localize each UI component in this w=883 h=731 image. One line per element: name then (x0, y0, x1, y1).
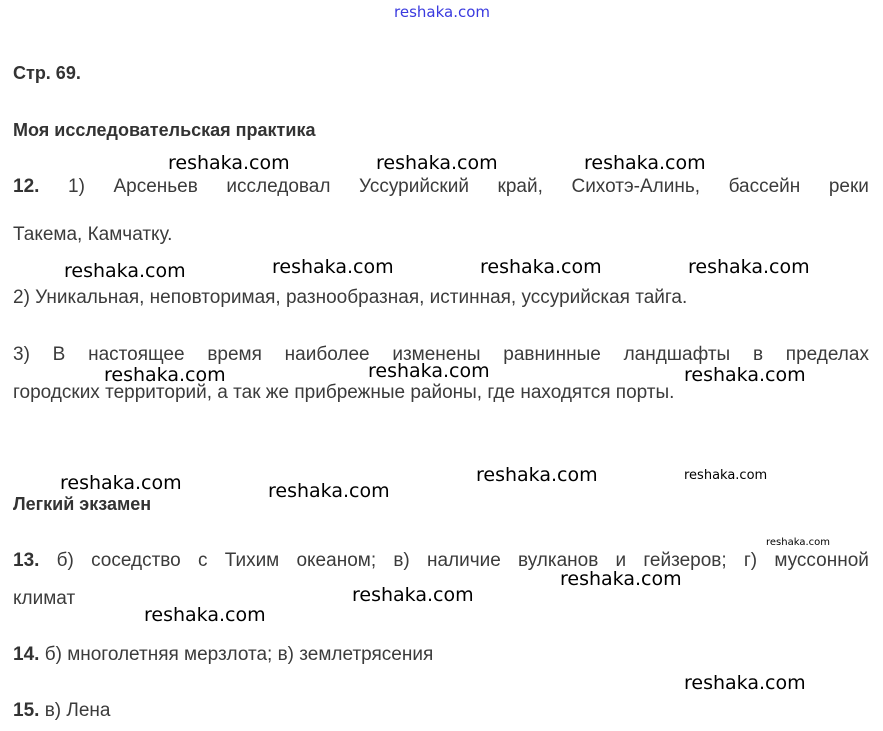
page-label: Стр. 69. (13, 63, 81, 83)
q12-para3-line1: 3) В настоящее время наиболее изменены равнинные ландшафты в пределах (13, 344, 869, 365)
watermark: reshaka.com (272, 256, 394, 278)
watermark: reshaka.com (684, 364, 806, 386)
q12-para2: 2) Уникальная, неповторимая, разнообразная, истинная, уссурийская тайга. (13, 287, 688, 308)
watermark: reshaka.com (584, 152, 706, 174)
q14-answer: 14. б) многолетняя мерзлота; в) землетрясения (13, 644, 434, 665)
section-title-research: Моя исследовательская практика (13, 120, 316, 140)
watermark: reshaka.com (766, 537, 830, 548)
watermark: reshaka.com (684, 672, 806, 694)
watermark: reshaka.com (268, 480, 390, 502)
watermark: reshaka.com (64, 260, 186, 282)
watermark: reshaka.com (144, 604, 266, 626)
watermark: reshaka.com (684, 468, 768, 483)
watermark: reshaka.com (60, 472, 182, 494)
watermark: reshaka.com (368, 360, 490, 382)
q13-line2: климат (13, 588, 76, 609)
q15-number: 15. (13, 700, 40, 721)
q13-line1: 13. б) соседство с Тихим океаном; в) наличие вулканов и гейзеров; г) муссонной (13, 550, 869, 571)
q12-para1-line1: 12. 1) Арсеньев исследовал Уссурийский край, Сихотэ-Алинь, бассейн реки (13, 176, 869, 197)
watermark: reshaka.com (560, 568, 682, 590)
q13-number: 13. (13, 550, 40, 571)
q12-para3-line2: городских территорий, а так же прибрежные районы, где находятся порты. (13, 382, 675, 403)
section-title-exam: Легкий экзамен (13, 494, 152, 514)
q14-number: 14. (13, 644, 40, 665)
q12-number: 12. (13, 176, 40, 197)
watermark: reshaka.com (104, 364, 226, 386)
watermark: reshaka.com (168, 152, 290, 174)
q12-para1-line2: Такема, Камчатку. (13, 224, 173, 245)
watermark-top: reshaka.com (394, 3, 490, 21)
q15-answer: 15. в) Лена (13, 700, 111, 721)
watermark: reshaka.com (688, 256, 810, 278)
watermark: reshaka.com (376, 152, 498, 174)
watermark: reshaka.com (480, 256, 602, 278)
watermark: reshaka.com (476, 464, 598, 486)
watermark: reshaka.com (352, 584, 474, 606)
